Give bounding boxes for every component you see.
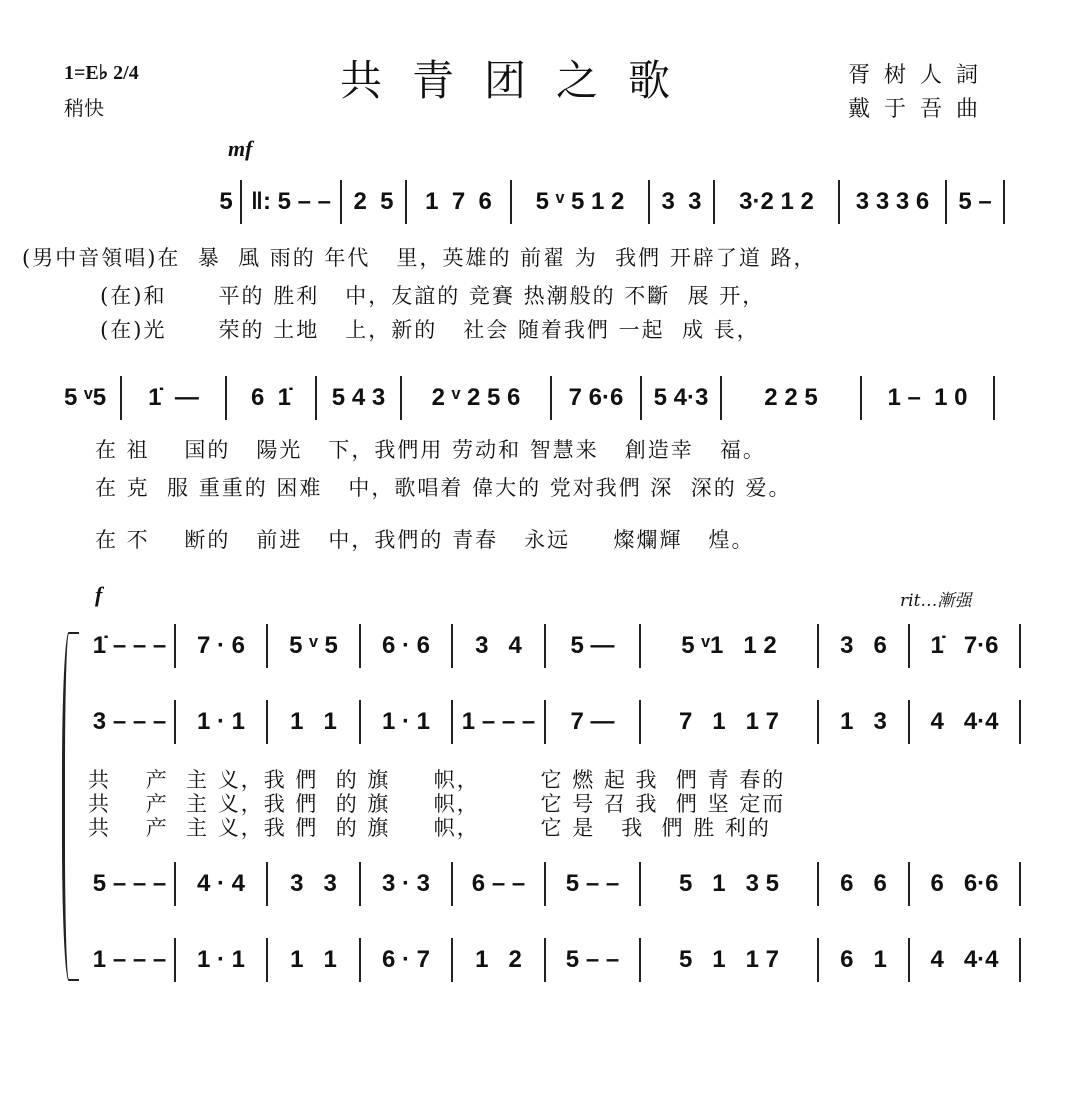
measure: 5 – – – (92, 870, 167, 897)
measure: 5 ᵛ 5 1 2 (510, 180, 648, 224)
lyricist-credit: 胥树人詞 (848, 63, 993, 88)
measure: 5 4 3 (315, 376, 400, 420)
measure: 5 ᵛ 5 (266, 624, 359, 668)
measure: 6 6 (817, 862, 908, 906)
measure: 5 4·3 (640, 376, 720, 420)
measure: 4 4·4 (908, 700, 1021, 744)
measure: 6 1 (817, 938, 908, 982)
measure: 1 2 (451, 938, 544, 982)
measure: 1 · 1 (174, 938, 266, 982)
measure: 3 3 (648, 180, 713, 224)
measure: 1̇ — (120, 376, 225, 420)
measure: 1 1 (266, 700, 359, 744)
measure: 3 3 3 6 (838, 180, 945, 224)
ritardando-marking: rit…漸强 (900, 591, 972, 611)
measure: 2 2 5 (720, 376, 860, 420)
key-signature: 1=E♭ 2/4 (64, 62, 139, 84)
bass-line (85, 938, 1021, 982)
lyric-line: 在 克 服 重重的 困难 中，歌唱着 偉大的 党对我們 深 深的 爱。 (95, 476, 792, 500)
measure: 4 · 4 (174, 862, 266, 906)
measure: 1 3 (817, 700, 908, 744)
measure: 5 – – (544, 938, 639, 982)
measure: 1 – – – (451, 700, 544, 744)
measure: 3 6 (817, 624, 908, 668)
measure: 7 — (544, 700, 639, 744)
tenor-line (85, 862, 1021, 906)
measure: 6 1̇ (225, 376, 315, 420)
measure: 5 1 1 7 (639, 938, 817, 982)
alto-line (85, 700, 1021, 744)
measure: 1 – – – (92, 946, 167, 973)
measure: 5 – (945, 180, 1005, 224)
measure: 5 ᵛ1 1 2 (639, 624, 817, 668)
measure: 5 1 3 5 (639, 862, 817, 906)
measure: 2 5 (340, 180, 405, 224)
measure: 6 6·6 (908, 862, 1021, 906)
tempo-marking: 稍快 (64, 96, 104, 120)
measure: 1̇ – – – (92, 632, 167, 659)
lyric-line: 在 祖 国的 陽光 下，我們用 劳动和 智慧来 創造幸 福。 (95, 438, 766, 462)
measure: 3 4 (451, 624, 544, 668)
lyric-line: (男中音領唱)在 暴 風 雨的 年代 里，英雄的 前翟 为 我們 开辟了道 路， (22, 246, 817, 270)
measure: 3·2 1 2 (713, 180, 838, 224)
chorus-lyric-line: 共 产 主 义，我 們 的 旗 帜， 它 号 召 我 們 坚 定而 (88, 792, 786, 816)
measure: 5 — (544, 624, 639, 668)
measure: ‖: 5 – – (240, 180, 340, 224)
composer-credit: 戴于吾曲 (848, 97, 993, 122)
chorus-lyric-line: 共 产 主 义，我 們 的 旗 帜， 它 燃 起 我 們 青 春的 (88, 768, 786, 792)
measure: 1 – 1 0 (860, 376, 995, 420)
measure: 1 7 6 (405, 180, 510, 224)
measure: 1 · 1 (174, 700, 266, 744)
measure: 6 – – (451, 862, 544, 906)
measure: 6 · 7 (359, 938, 451, 982)
measure: 3 · 3 (359, 862, 451, 906)
soprano-line (85, 624, 1021, 668)
measure: 5 ᵛ5 (63, 384, 107, 411)
measure: 3 – – – (92, 708, 167, 735)
measure: 7 1 1 7 (639, 700, 817, 744)
dynamic-mf: mf (228, 136, 253, 161)
lyric-line: (在)和 平的 胜利 中，友誼的 竞賽 热潮般的 不斷 展 开， (22, 284, 766, 308)
measure: 7 6·6 (550, 376, 640, 420)
melody-line-1 (212, 180, 1005, 224)
measure: 2 ᵛ 2 5 6 (400, 376, 550, 420)
measure: 1 · 1 (359, 700, 451, 744)
measure: 4 4·4 (908, 938, 1021, 982)
measure: 1 1 (266, 938, 359, 982)
measure: 7 · 6 (174, 624, 266, 668)
measure: 3 3 (266, 862, 359, 906)
melody-line-2 (50, 376, 995, 420)
chorus-lyric-line: 共 产 主 义，我 們 的 旗 帜， 它 是 我 們 胜 利的 (88, 816, 771, 840)
dynamic-f: f (95, 582, 103, 607)
measure: 6 · 6 (359, 624, 451, 668)
lyric-line: (在)光 荣的 土地 上，新的 社会 随着我們 一起 成 長， (22, 318, 760, 342)
lyric-line: 在 不 断的 前进 中，我們的 青春 永远 燦爛輝 煌。 (95, 528, 755, 552)
measure: 5 (219, 188, 233, 215)
measure: 1̇ 7·6 (908, 624, 1021, 668)
measure: 5 – – (544, 862, 639, 906)
system-brace (62, 632, 79, 981)
song-title: 共青团之歌 (340, 56, 701, 105)
